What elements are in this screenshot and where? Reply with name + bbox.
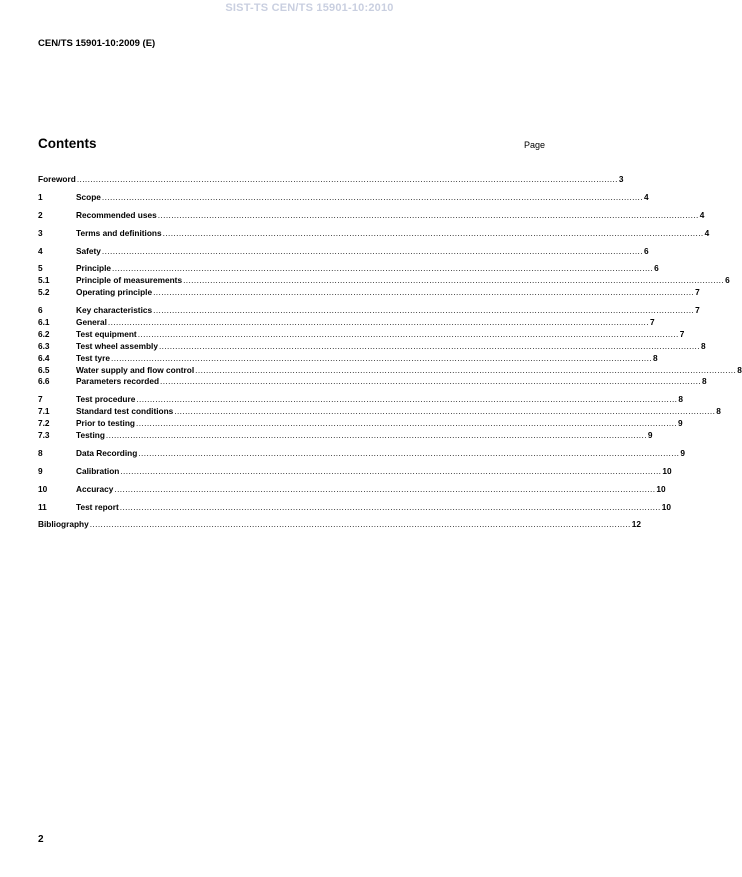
toc-entry-page: 8 <box>700 340 706 351</box>
toc-entry-title: Operating principle <box>76 287 153 298</box>
toc-entry-title: Scope <box>76 191 101 202</box>
toc-entry-title: Data Recording <box>76 447 138 458</box>
toc-entry-title: Accuracy <box>76 483 114 494</box>
toc-entry-page: 10 <box>661 501 671 512</box>
toc-entry-number: 9 <box>38 465 43 476</box>
toc-dot-leader: ........................................................................................................................................................................................................ <box>105 430 647 441</box>
toc-entry-title: Test procedure <box>76 394 136 405</box>
toc-entry[interactable] <box>38 317 655 329</box>
toc-entry-number: 6 <box>38 305 43 316</box>
toc-entry-page: 7 <box>695 287 700 298</box>
page-column-label: Page <box>523 140 545 150</box>
toc-dot-leader: ........................................................................................................................................................................................................ <box>101 191 643 202</box>
toc-dot-leader: ........................................................................................................................................................................................................ <box>107 317 649 328</box>
toc-dot-leader: ........................................................................................................................................................................................................ <box>195 364 737 375</box>
toc-entry-number: 5.2 <box>38 287 50 298</box>
toc-entry-number: 11 <box>38 501 47 512</box>
toc-entry-page: 7 <box>695 305 700 316</box>
toc-entry-title: Prior to testing <box>76 418 136 429</box>
toc-dot-leader: ........................................................................................................................................................................................................ <box>153 305 695 316</box>
toc-dot-leader: ........................................................................................................................................................................................................ <box>76 174 618 184</box>
toc-entry-page: 4 <box>704 227 710 238</box>
toc-entry-page: 10 <box>656 483 666 494</box>
toc-entry[interactable] <box>38 328 685 341</box>
toc-dot-leader: ........................................................................................................................................................................................................ <box>158 340 700 351</box>
toc-entry-title: Standard test conditions <box>76 406 174 417</box>
toc-dot-leader: ........................................................................................................................................................................................................ <box>157 209 699 220</box>
toc-entry-title: Parameters recorded <box>76 376 160 387</box>
toc-entry-title: Calibration <box>76 465 120 476</box>
toc-entry-number: 7.1 <box>38 406 50 417</box>
toc-entry-number: 5.1 <box>38 275 50 286</box>
toc-dot-leader: ........................................................................................................................................................................................................ <box>183 275 725 286</box>
toc-entry[interactable] <box>38 352 658 365</box>
toc-entry-number: 3 <box>38 227 43 238</box>
toc-entry[interactable] <box>38 287 700 299</box>
toc-dot-leader: ........................................................................................................................................................................................................ <box>160 376 702 387</box>
toc-entry-page: 7 <box>649 317 655 328</box>
toc-entry-page: 7 <box>679 328 685 339</box>
toc-dot-leader: ........................................................................................................................................................................................................ <box>138 447 680 458</box>
toc-entry[interactable] <box>38 263 659 275</box>
toc-entry-page: 6 <box>643 245 649 256</box>
toc-entry-page: 3 <box>618 174 624 184</box>
toc-entry-page: 9 <box>678 418 683 429</box>
toc-entry-title: Test equipment <box>76 328 137 339</box>
toc-entry-title: Test report <box>76 501 119 512</box>
toc-dot-leader: ........................................................................................................................................................................................................ <box>136 394 678 405</box>
toc-entry-title: Bibliography <box>38 519 89 530</box>
toc-dot-leader: ........................................................................................................................................................................................................ <box>137 328 679 339</box>
page-number: 2 <box>38 834 44 845</box>
toc-entry-page: 6 <box>725 275 730 286</box>
toc-entry-number: 7 <box>38 394 43 405</box>
toc-entry-title: Principle <box>76 263 112 274</box>
toc-entry[interactable] <box>38 305 700 317</box>
toc-entry-title: Test wheel assembly <box>76 340 158 351</box>
toc-entry-number: 7.2 <box>38 418 50 429</box>
toc-dot-leader: ........................................................................................................................................................................................................ <box>136 418 678 429</box>
toc-entry-title: Safety <box>76 245 101 256</box>
toc-entry-page: 10 <box>662 465 672 476</box>
toc-entry[interactable] <box>38 275 730 287</box>
toc-entry[interactable] <box>38 340 706 353</box>
toc-entry[interactable] <box>38 519 641 531</box>
toc-entry-number: 2 <box>38 209 43 220</box>
toc-entry-title: Principle of measurements <box>76 275 183 286</box>
toc-entry-title: Foreword <box>38 174 76 184</box>
toc-entry-page: 4 <box>699 209 705 220</box>
contents-heading: Contents <box>38 136 97 151</box>
toc-entry-number: 1 <box>38 191 43 202</box>
toc-entry[interactable] <box>38 483 666 496</box>
watermark: SIST-TS CEN/TS 15901-10:2010 <box>225 2 394 14</box>
toc-entry-page: 8 <box>716 406 721 417</box>
toc-entry-page: 8 <box>678 394 683 405</box>
toc-entry-number: 4 <box>38 245 43 256</box>
toc-entry[interactable] <box>38 364 742 377</box>
toc-entry[interactable] <box>38 209 705 222</box>
toc-entry-page: 12 <box>631 519 641 530</box>
toc-entry[interactable] <box>38 227 710 240</box>
toc-entry-page: 8 <box>737 364 742 375</box>
toc-dot-leader: ........................................................................................................................................................................................................ <box>112 263 654 274</box>
toc-entry-number: 10 <box>38 483 48 494</box>
toc-dot-leader: ........................................................................................................................................................................................................ <box>120 465 662 476</box>
toc-entry-title: Key characteristics <box>76 305 153 316</box>
toc-entry-number: 6.1 <box>38 317 50 328</box>
toc-entry-number: 6.5 <box>38 364 50 375</box>
toc-dot-leader: ........................................................................................................................................................................................................ <box>119 501 661 512</box>
toc-dot-leader: ........................................................................................................................................................................................................ <box>162 227 704 238</box>
toc-entry-title: Recommended uses <box>76 209 157 220</box>
toc-entry-page: 8 <box>653 352 658 363</box>
toc-entry[interactable] <box>38 465 672 478</box>
toc-entry-title: Testing <box>76 430 105 441</box>
toc-dot-leader: ........................................................................................................................................................................................................ <box>114 483 656 494</box>
toc-entry[interactable] <box>38 394 683 406</box>
toc-entry-number: 8 <box>38 447 43 458</box>
toc-dot-leader: ........................................................................................................................................................................................................ <box>153 287 695 298</box>
table-of-contents <box>38 174 742 531</box>
toc-dot-leader: ........................................................................................................................................................................................................ <box>89 519 631 530</box>
toc-entry-number: 6.3 <box>38 340 50 351</box>
toc-entry[interactable] <box>38 406 721 418</box>
document-id: CEN/TS 15901-10:2009 (E) <box>38 38 156 49</box>
toc-entry-number: 6.2 <box>38 328 50 339</box>
toc-entry[interactable] <box>38 245 649 258</box>
toc-entry-number: 7.3 <box>38 430 50 441</box>
toc-entry-number: 6.4 <box>38 352 50 363</box>
toc-entry-number: 6.6 <box>38 376 50 387</box>
toc-entry-page: 8 <box>702 376 707 387</box>
toc-entry-page: 9 <box>647 430 653 441</box>
toc-entry[interactable] <box>38 418 683 430</box>
toc-dot-leader: ........................................................................................................................................................................................................ <box>174 406 716 417</box>
toc-entry[interactable] <box>38 174 624 186</box>
toc-entry-title: Water supply and flow control <box>76 364 195 375</box>
toc-entry[interactable] <box>38 447 685 460</box>
toc-entry[interactable] <box>38 501 671 514</box>
toc-entry[interactable] <box>38 191 649 204</box>
toc-dot-leader: ........................................................................................................................................................................................................ <box>101 245 643 256</box>
toc-dot-leader: ........................................................................................................................................................................................................ <box>110 352 653 363</box>
toc-entry[interactable] <box>38 430 653 442</box>
toc-entry-page: 6 <box>654 263 659 274</box>
toc-entry-number: 5 <box>38 263 43 274</box>
toc-entry-title: General <box>76 317 107 328</box>
toc-entry-page: 4 <box>643 191 649 202</box>
toc-entry-title: Test tyre <box>76 352 110 363</box>
toc-entry-page: 9 <box>680 447 685 458</box>
toc-entry-title: Terms and definitions <box>76 227 162 238</box>
toc-entry[interactable] <box>38 376 707 388</box>
